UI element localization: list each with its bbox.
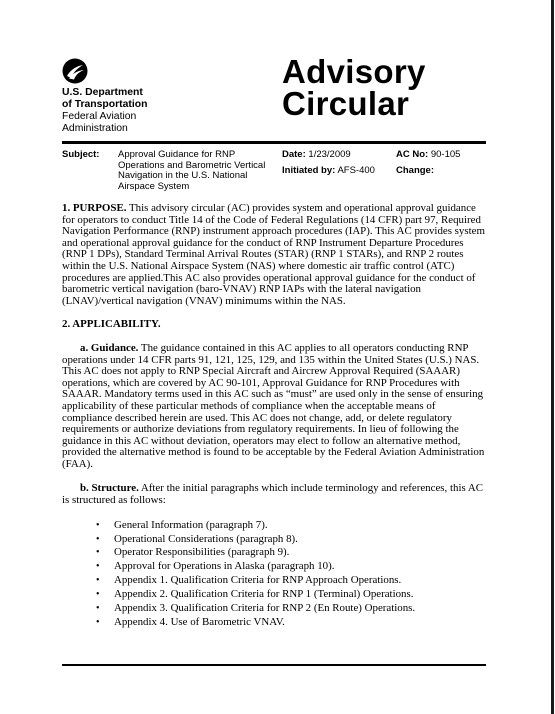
list-item: • Appendix 3. Qualification Criteria for RNP 2 (En Route) Operations. xyxy=(62,602,486,616)
ac-number-label: AC No: xyxy=(396,149,429,160)
dept-line-4: Administration xyxy=(62,123,128,134)
list-item: • Appendix 4. Use of Barometric VNAV. xyxy=(62,616,486,630)
list-item: • Appendix 1. Qualification Criteria for RNP Approach Operations. xyxy=(62,574,486,588)
dept-line-1: U.S. Department xyxy=(62,87,143,98)
title-line-2: Circular xyxy=(282,85,410,122)
dept-line-3: Federal Aviation xyxy=(62,111,137,122)
initiated-field xyxy=(282,166,375,177)
guidance-heading: a. Guidance. xyxy=(80,341,139,354)
header-divider xyxy=(62,141,486,144)
list-item: • Operator Responsibilities (paragraph 9). xyxy=(62,546,486,560)
initiated-value: AFS-400 xyxy=(337,165,375,176)
footer-divider xyxy=(62,664,486,666)
dept-line-2: of Transportation xyxy=(62,99,148,110)
list-item: • Approval for Operations in Alaska (paragraph 10). xyxy=(62,560,486,574)
guidance-text: The guidance contained in this AC applies to all operators conducting RNP operations under 14 CFR parts 91, 121, 125, 129, and 135 within the United States (U.S.) NAS. This AC does not apply to RNP Special Aircraft and Aircrew Approval Required (SAAAR) operations, which are covered by AC 90-101, Approval Guidance for RNP Procedures with SAAAR. Mandatory terms used in this AC such as “must” are used only in the sense of ensuring applicability of these particular methods of compliance when the acceptable means of compliance described herein are used. This AC does not change, add, or delete regulatory requirements or authorize deviations from regulatory requirements. In lieu of following the guidance in this AC without deviation, operators may elect to follow an alternative method, provided the alternative method is found to be acceptable by the Federal Aviation Administration (FAA). xyxy=(62,341,485,470)
initiated-label: Initiated by: xyxy=(282,165,336,176)
date-label: Date: xyxy=(282,149,306,160)
department-block xyxy=(62,87,147,135)
document-body xyxy=(62,203,486,630)
date-value: 1/23/2009 xyxy=(308,149,351,160)
list-item: • Operational Considerations (paragraph 8). xyxy=(62,533,486,547)
purpose-text: This advisory circular (AC) provides system and operational approval guidance for operators to conduct Title 14 of the Code of Federal Regulations (14 CFR) part 97, Required Navigation Performance (RNP) instrument approach procedures (IAP). This AC provides system and operational approval guidance for the conduct of RNP Instrument Departure Procedures (RNP 1 DPs), Standard Terminal Arrival Routes (STAR) (RNP 1 STARs), and RNP 2 routes within the U.S. National Airspace System (NAS) where domestic air traffic control (ATC) procedures are applied.This AC also provides operational approval guidance for the conduct of barometric vertical navigation (baro-VNAV) RNP IAPs with the lateral navigation (LNAV)/vertical navigation (VNAV) minimums within the NAS. xyxy=(62,202,485,307)
page-edge xyxy=(551,0,554,714)
purpose-paragraph xyxy=(62,203,486,307)
document-title xyxy=(282,53,426,122)
ac-number-value: 90-105 xyxy=(430,149,461,160)
ac-number-field xyxy=(396,150,460,161)
list-item: • Appendix 2. Qualification Criteria for RNP 1 (Terminal) Operations. xyxy=(62,588,486,602)
subject-label: Subject: xyxy=(62,149,100,160)
change-field xyxy=(396,166,434,177)
dot-logo-icon xyxy=(62,58,88,84)
structure-list xyxy=(62,519,486,630)
subject-value: Approval Guidance for RNP Operations and Barometric Vertical Navigation in the U.S. National Airspace System xyxy=(118,149,266,192)
date-field xyxy=(282,150,351,161)
applicability-heading: 2. APPLICABILITY. xyxy=(62,318,161,331)
structure-text: After the initial paragraphs which include terminology and references, this AC is structured as follows: xyxy=(62,482,483,507)
list-item: • General Information (paragraph 7). xyxy=(62,519,486,533)
title-line-1: Advisory xyxy=(282,53,426,90)
structure-heading: b. Structure. xyxy=(80,482,139,495)
purpose-heading: 1. PURPOSE. xyxy=(62,202,127,214)
structure-paragraph xyxy=(62,483,486,506)
guidance-paragraph xyxy=(62,343,486,471)
change-label: Change: xyxy=(396,165,434,176)
